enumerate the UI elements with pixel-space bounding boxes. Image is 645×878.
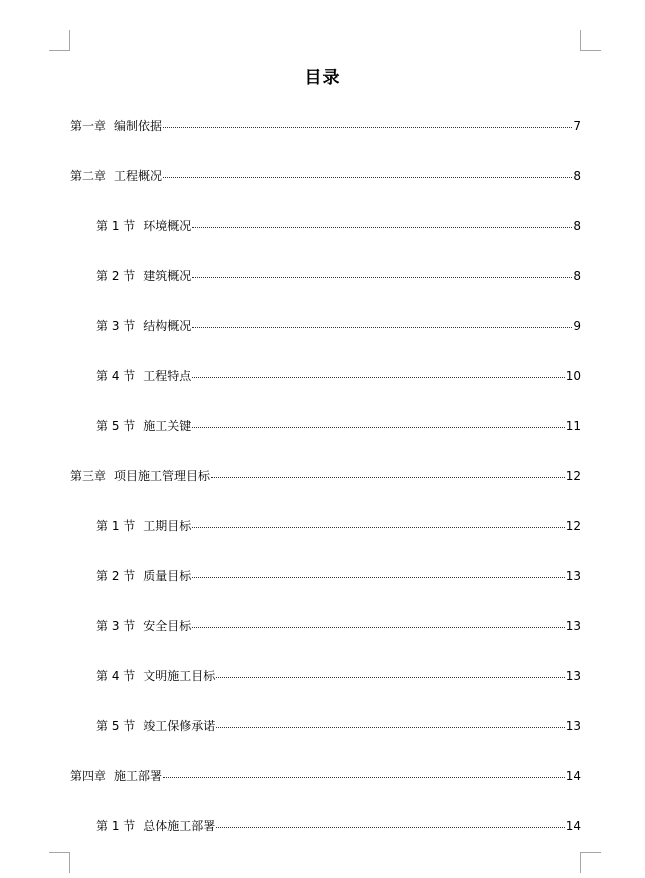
toc-entry-text: 工程概况 <box>114 169 163 183</box>
dot-leader <box>163 777 565 778</box>
toc-entry-number: 第二章 <box>70 169 107 183</box>
crop-mark-bottom-right <box>580 852 601 873</box>
dot-leader <box>192 227 572 228</box>
toc-entry-page: 9 <box>573 319 581 333</box>
crop-mark-top-right <box>580 30 601 51</box>
toc-entry[interactable] <box>70 619 581 633</box>
toc-entry-number: 第 1 节 <box>96 519 136 533</box>
toc-entry-text: 质量目标 <box>143 569 192 583</box>
toc-entry[interactable] <box>70 369 581 383</box>
toc-entry-number: 第 1 节 <box>96 819 136 833</box>
toc-entry-page: 8 <box>573 269 581 283</box>
dot-leader <box>192 377 564 378</box>
toc-entry[interactable] <box>70 319 581 333</box>
toc-entry[interactable] <box>70 269 581 283</box>
toc-entry-page: 10 <box>565 369 581 383</box>
toc-entry-page: 13 <box>565 569 581 583</box>
toc-entry-number: 第 5 节 <box>96 419 136 433</box>
toc-entry-number: 第 5 节 <box>96 719 136 733</box>
toc-entry-page: 13 <box>565 669 581 683</box>
dot-leader <box>216 827 564 828</box>
toc-entry[interactable] <box>70 569 581 583</box>
dot-leader <box>163 177 572 178</box>
toc-entry-text: 项目施工管理目标 <box>114 469 211 483</box>
toc-entry-page: 11 <box>565 419 581 433</box>
toc-entry-page: 13 <box>565 619 581 633</box>
toc-entry-number: 第 2 节 <box>96 569 136 583</box>
dot-leader <box>216 727 564 728</box>
toc-entry-text: 编制依据 <box>114 119 163 133</box>
toc-entry-text: 文明施工目标 <box>143 669 216 683</box>
toc-entry-page: 13 <box>565 719 581 733</box>
toc-entry-page: 8 <box>573 219 581 233</box>
toc-entry[interactable] <box>70 419 581 433</box>
toc-entry[interactable] <box>70 219 581 233</box>
toc-entry-text: 结构概况 <box>143 319 192 333</box>
toc-entry-text: 竣工保修承诺 <box>143 719 216 733</box>
toc-entry-number: 第一章 <box>70 119 107 133</box>
toc-entry-text: 环境概况 <box>143 219 192 233</box>
dot-leader <box>163 127 572 128</box>
crop-mark-top-left <box>49 30 70 51</box>
toc-entry-number: 第 2 节 <box>96 269 136 283</box>
toc-title: 目录 <box>304 68 341 88</box>
toc-entry-page: 12 <box>565 469 581 483</box>
dot-leader <box>192 277 572 278</box>
dot-leader <box>216 677 564 678</box>
toc-entry-page: 14 <box>565 769 581 783</box>
toc-entry[interactable] <box>70 119 581 133</box>
toc-entry-number: 第 4 节 <box>96 669 136 683</box>
toc-entry[interactable] <box>70 719 581 733</box>
toc-entry-page: 8 <box>573 169 581 183</box>
toc-entry-number: 第 1 节 <box>96 219 136 233</box>
toc-entry-number: 第 4 节 <box>96 369 136 383</box>
toc-entry-text: 工程特点 <box>143 369 192 383</box>
toc-entry[interactable] <box>70 769 581 783</box>
toc-entry-number: 第 3 节 <box>96 619 136 633</box>
dot-leader <box>192 627 564 628</box>
toc-entry-text: 工期目标 <box>143 519 192 533</box>
toc-entry-number: 第三章 <box>70 469 107 483</box>
toc-entry-text: 总体施工部署 <box>143 819 216 833</box>
dot-leader <box>192 427 564 428</box>
toc-entry[interactable] <box>70 819 581 833</box>
crop-mark-bottom-left <box>49 852 70 873</box>
toc-entry-text: 施工部署 <box>114 769 163 783</box>
toc-entry-text: 安全目标 <box>143 619 192 633</box>
toc-entry-page: 12 <box>565 519 581 533</box>
toc-entry[interactable] <box>70 469 581 483</box>
toc-entry[interactable] <box>70 669 581 683</box>
dot-leader <box>192 577 564 578</box>
toc-entry-number: 第四章 <box>70 769 107 783</box>
toc-entry-page: 7 <box>573 119 581 133</box>
dot-leader <box>192 327 572 328</box>
dot-leader <box>192 527 564 528</box>
toc-entry[interactable] <box>70 519 581 533</box>
toc-entry-page: 14 <box>565 819 581 833</box>
toc-entry-text: 建筑概况 <box>143 269 192 283</box>
toc-entry[interactable] <box>70 169 581 183</box>
toc-entry-text: 施工关键 <box>143 419 192 433</box>
dot-leader <box>211 477 565 478</box>
toc-entry-number: 第 3 节 <box>96 319 136 333</box>
